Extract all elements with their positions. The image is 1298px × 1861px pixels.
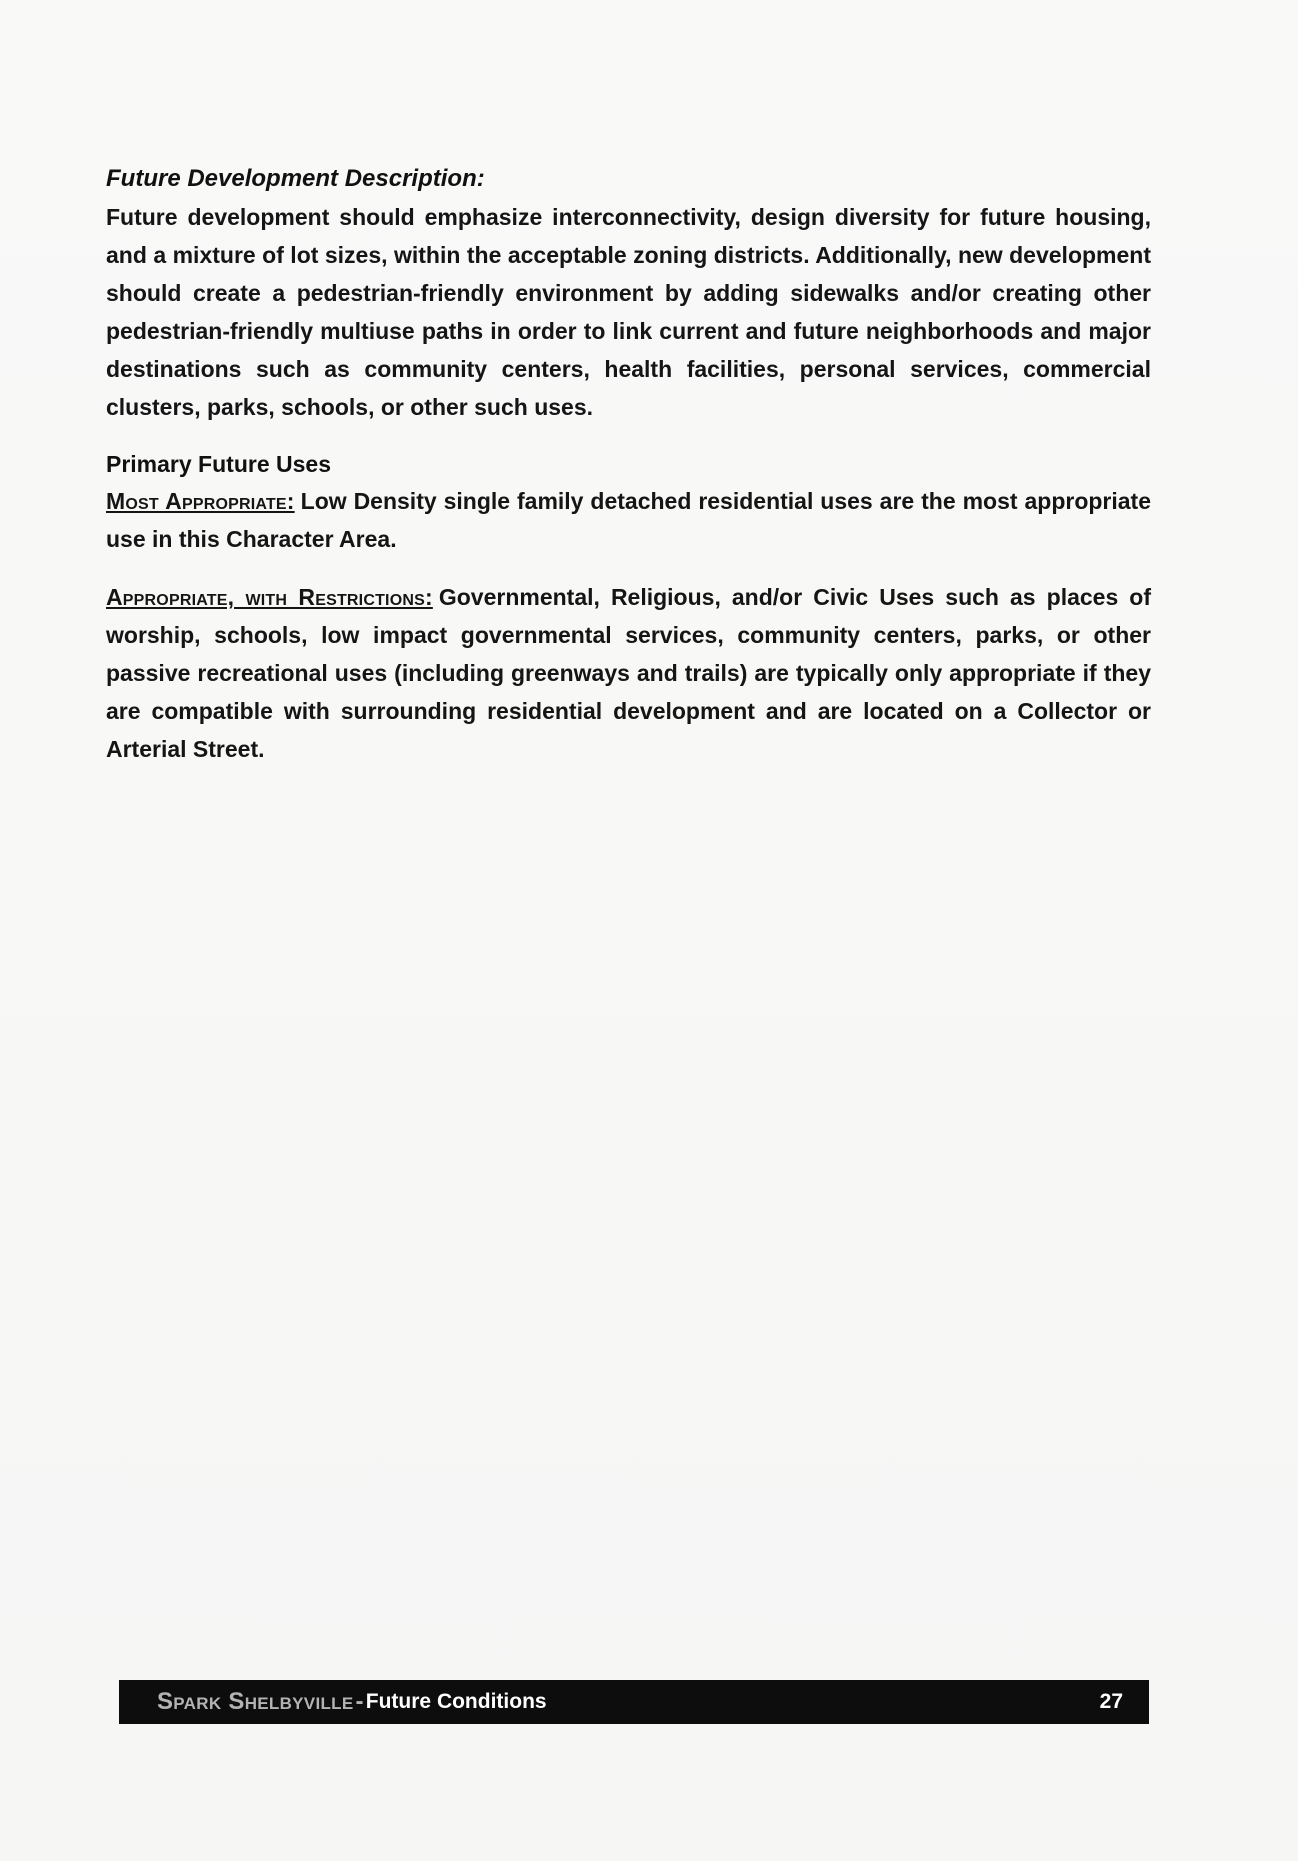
footer-brand: Spark Shelbyville [157, 1688, 354, 1715]
section-spacer [106, 426, 1151, 446]
most-appropriate-text: Low Density single family detached residential uses are the most appropriate use in this Character Area. [106, 488, 1151, 552]
footer-section-title: Future Conditions [365, 1690, 547, 1713]
most-appropriate-paragraph [106, 482, 1151, 558]
page-footer [119, 1680, 1149, 1724]
paragraph-spacer [106, 558, 1151, 578]
future-development-heading: Future Development Description: [106, 165, 485, 192]
footer-title-group [157, 1688, 547, 1716]
appropriate-with-restrictions-paragraph [106, 578, 1151, 768]
page-number: 27 [1099, 1690, 1123, 1713]
footer-separator: - [355, 1688, 364, 1715]
appropriate-with-restrictions-label: Appropriate, with Restrictions: [106, 584, 433, 610]
main-content [106, 160, 1151, 768]
future-development-body: Future development should emphasize interconnectivity, design diversity for future housing, and a mixture of lot sizes, within the acceptable zoning districts. Additionally, new development should create a pedestrian-friendly environment by adding sidewalks and/or creating other pedestrian-friendly multiuse paths in order to link current and future neighborhoods and major destinations such as community centers, health facilities, personal services, commercial clusters, parks, schools, or other such uses. [106, 204, 1151, 420]
most-appropriate-label: Most Appropriate: [106, 488, 295, 514]
appropriate-with-restrictions-text: Governmental, Religious, and/or Civic Uses such as places of worship, schools, low impact governmental services, community centers, parks, or other passive recreational uses (including greenways and trails) are typically only appropriate if they are compatible with surrounding residential development and are located on a Collector or Arterial Street. [106, 584, 1152, 762]
primary-future-uses-heading: Primary Future Uses [106, 451, 331, 477]
